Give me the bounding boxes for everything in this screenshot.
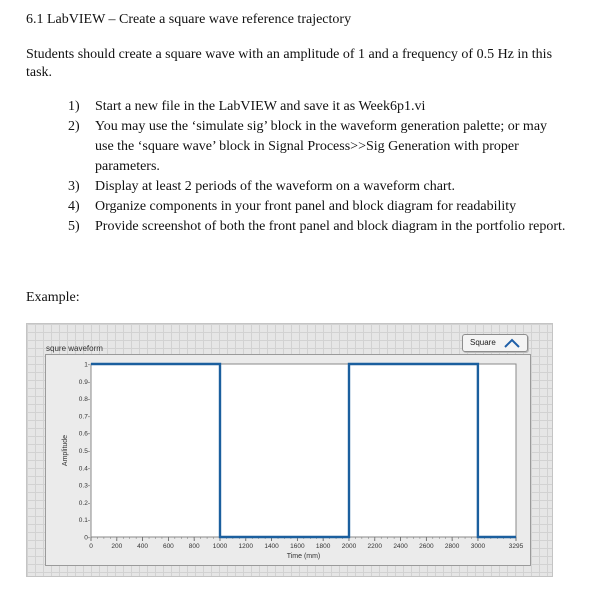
plot-area [91,364,516,537]
x-tick-label: 600 [162,543,174,550]
list-item [68,217,568,237]
x-tick-label: 1600 [290,543,305,550]
instruction-list [68,97,568,237]
list-item [68,177,568,197]
task-description: Students should create a square wave with an amplitude of 1 and a frequency of 0.5 Hz in this task. [26,47,553,80]
x-tick-label: 3295 [508,543,524,550]
list-item-number: 1) [68,99,80,114]
y-tick-label: 0.2- [78,499,90,507]
x-tick-label: 2400 [393,543,408,550]
list-item-text: Provide screenshot of both the front panel and block diagram in the portfolio report. [95,219,566,234]
x-axis-label: Time (mm) [286,553,321,560]
example-label: Example: [26,290,80,305]
y-tick-label: 0.7- [78,413,90,421]
chart-label: squre waveform [46,344,103,353]
y-tick-label: 0.6- [78,430,90,438]
x-tick-label: 0 [89,543,93,550]
list-item-number: 2) [68,119,80,134]
waveform-chart [45,354,531,566]
x-tick-label: 1200 [238,543,254,550]
list-item-text: You may use the ‘simulate sig’ block in the waveform generation palette; or may use the ‘square wave’ block in Signal Process>>Sig Generation with proper parameters. [95,119,548,174]
waveform-type-selector[interactable] [462,334,528,352]
x-tick-label: 2800 [444,543,460,550]
x-tick-label: 200 [111,543,123,550]
section-heading: 6.1 LabVIEW – Create a square wave reference trajectory [26,12,352,27]
x-tick-label: 3000 [470,543,486,550]
x-tick-label: 2600 [419,543,434,550]
waveform-selector-icon [502,337,522,349]
x-tick-label: 800 [188,543,200,550]
list-item-text: Organize components in your front panel and block diagram for readability [95,199,517,214]
list-item [68,97,568,117]
y-tick-label: 1- [84,361,90,369]
list-item [68,117,568,177]
list-item-text: Start a new file in the LabVIEW and save it as Week6p1.vi [95,99,426,114]
x-tick-label: 2200 [367,543,382,550]
x-tick-label: 1800 [315,543,331,550]
y-tick-label: 0.5- [78,448,90,455]
x-tick-label: 1400 [264,543,279,550]
list-item [68,197,568,217]
x-tick-label: 2000 [341,543,357,550]
y-tick-label: 0.3- [78,482,90,490]
selector-value: Square [470,338,496,347]
y-tick-label: 0- [84,534,90,542]
y-axis-label: Amplitude [62,434,69,467]
y-tick-label: 0.1- [78,517,90,525]
y-tick-label: 0.4- [78,465,90,473]
x-tick-label: 400 [137,543,149,550]
list-item-number: 5) [68,219,80,234]
x-tick-label: 1000 [212,543,228,550]
y-tick-label: 0.9- [78,378,90,386]
y-tick-label: 0.8- [78,396,90,404]
list-item-number: 3) [68,179,80,194]
list-item-text: Display at least 2 periods of the waveform on a waveform chart. [95,179,455,194]
list-item-number: 4) [68,199,80,214]
